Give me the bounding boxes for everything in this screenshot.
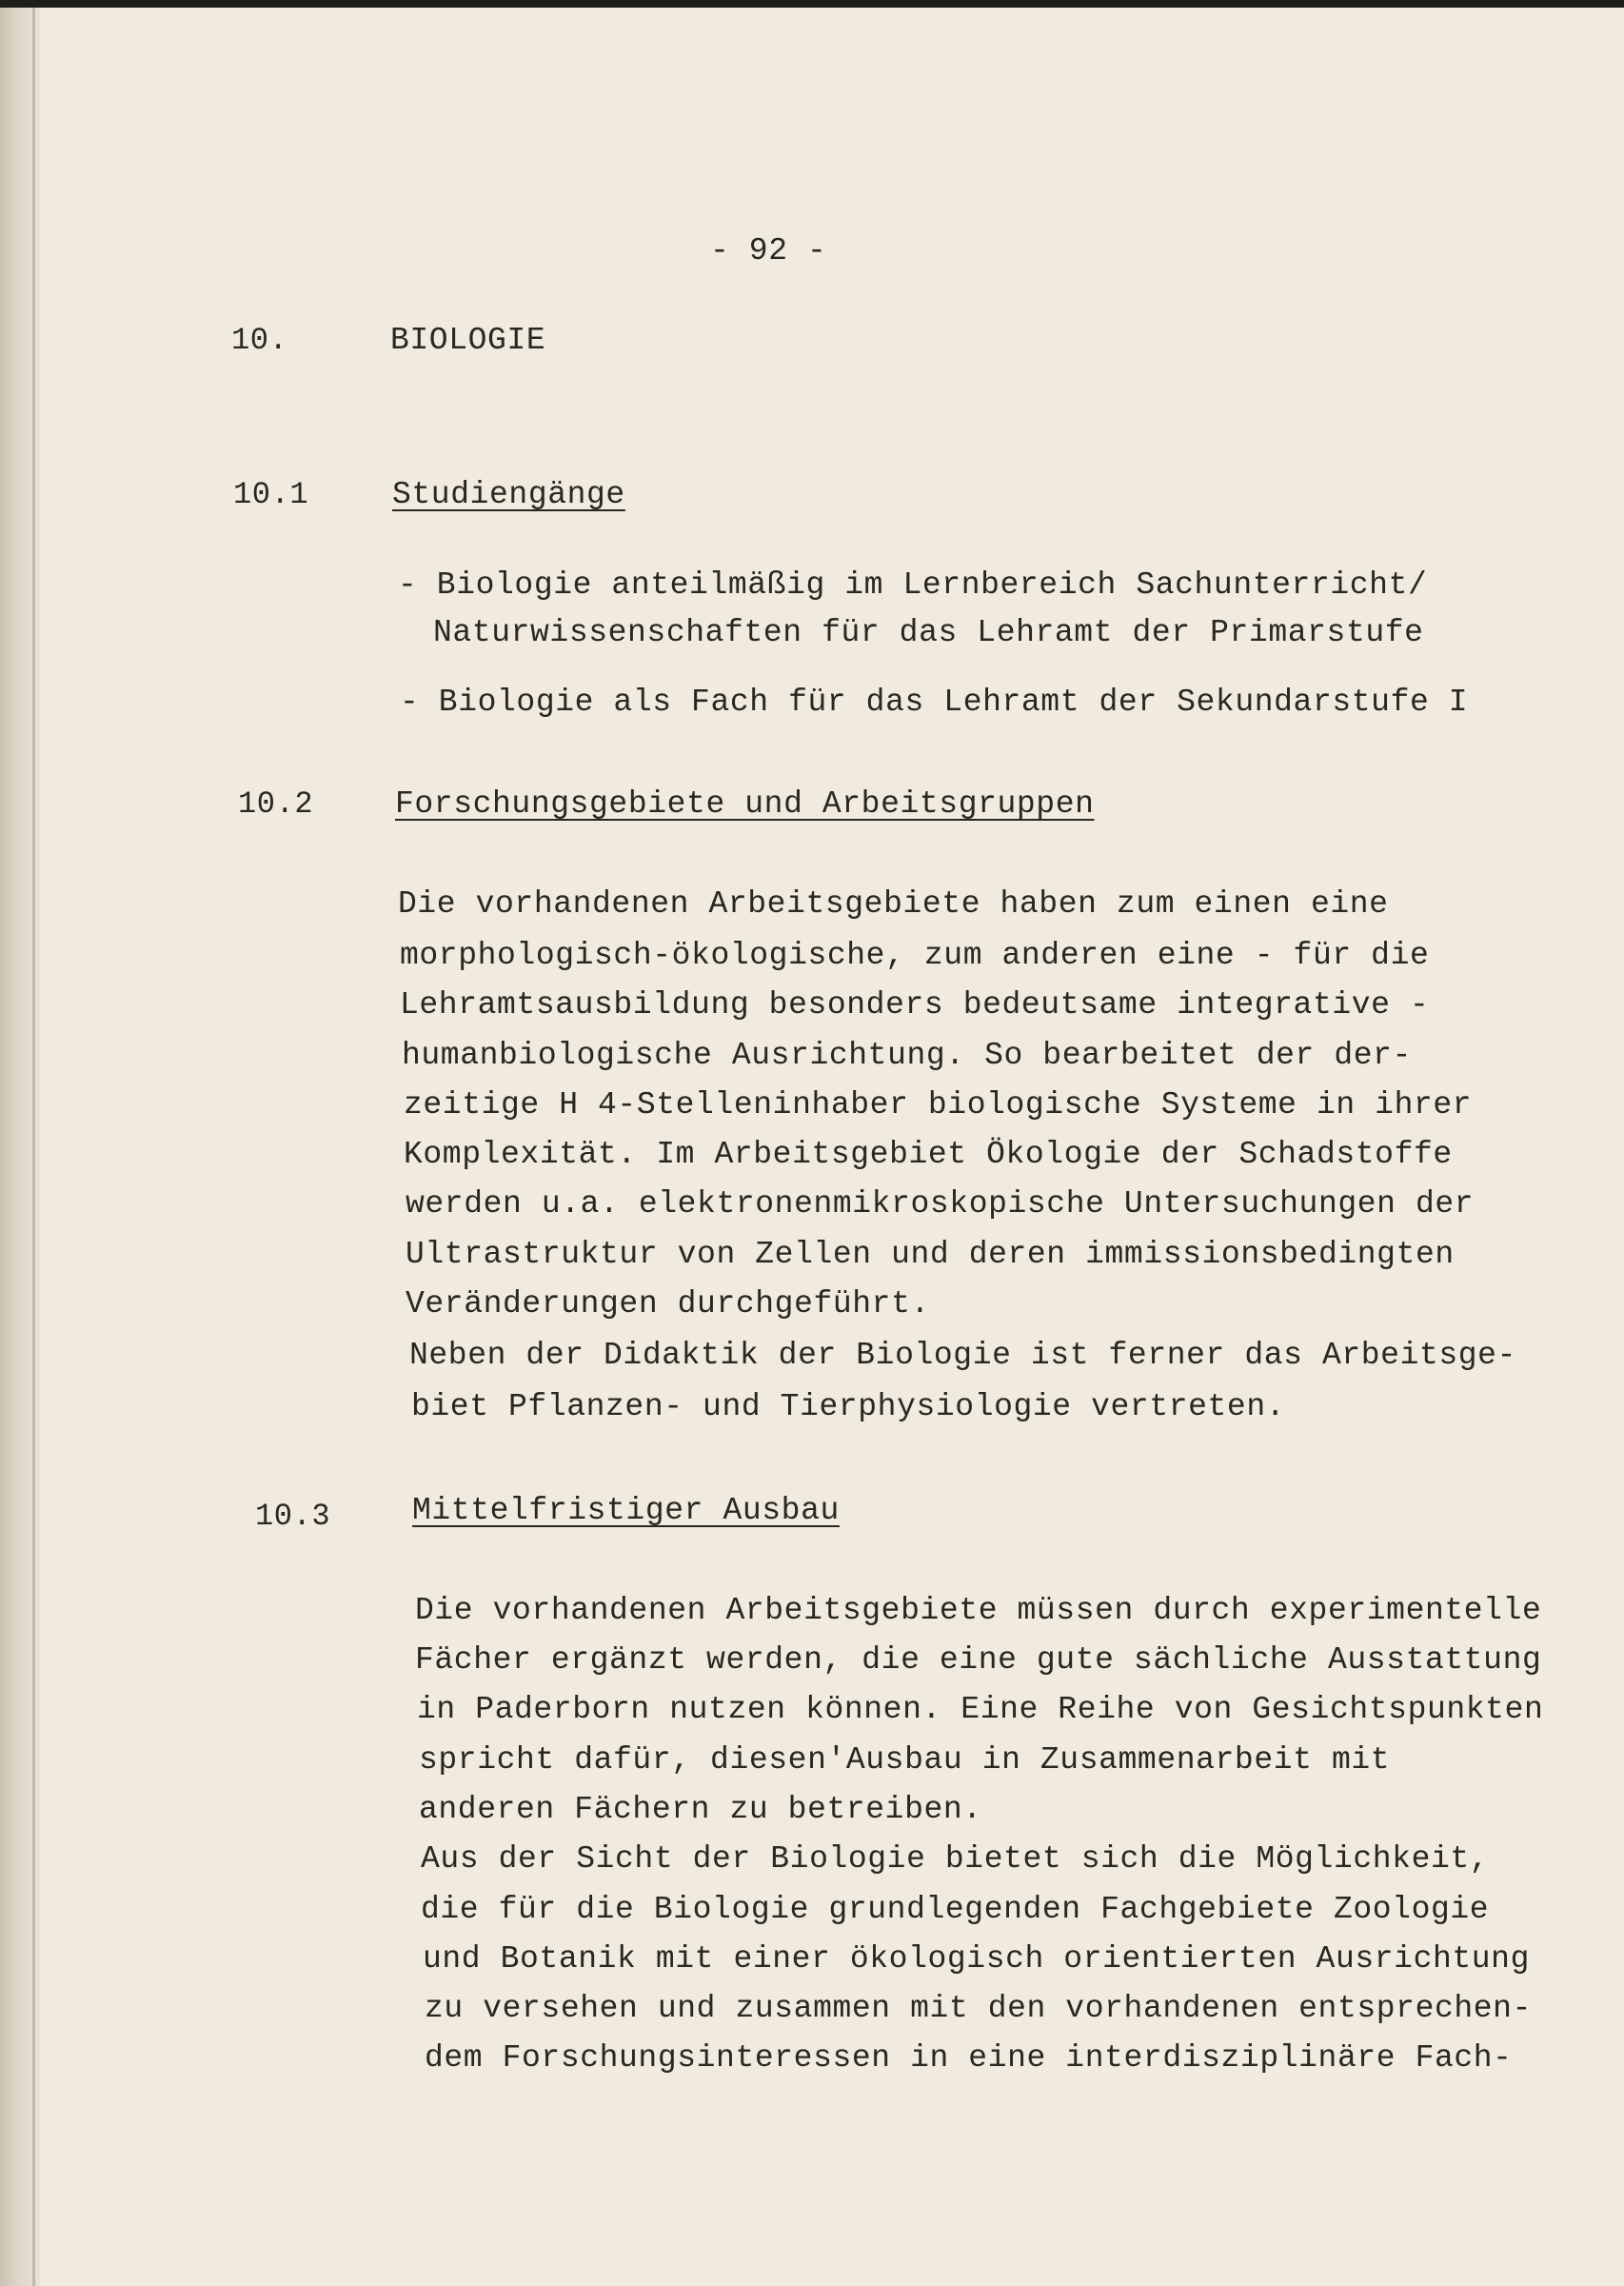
text-line: - Biologie als Fach für das Lehramt der Sekundarstufe I <box>400 685 1469 720</box>
text-line: - Biologie anteilmäßig im Lernbereich Sachunterricht/ <box>398 567 1428 603</box>
text-line: Fächer ergänzt werden, die eine gute sächliche Ausstattung <box>415 1642 1542 1678</box>
page-top-edge <box>0 0 1624 8</box>
text-line: Lehramtsausbildung besonders bedeutsame integrative - <box>400 987 1430 1023</box>
text-line: in Paderborn nutzen können. Eine Reihe von Gesichtspunkten <box>417 1692 1544 1727</box>
text-line: zu versehen und zusammen mit den vorhandenen entsprechen- <box>425 1991 1532 2026</box>
text-line: spricht dafür, diesen'Ausbau in Zusammenarbeit mit <box>419 1742 1391 1778</box>
chapter-number: 10. <box>231 323 288 358</box>
text-line: Aus der Sicht der Biologie bietet sich die Möglichkeit, <box>421 1841 1490 1877</box>
section-number: 10.1 <box>233 477 309 512</box>
text-line: biet Pflanzen- und Tierphysiologie vertreten. <box>411 1389 1286 1424</box>
chapter-title: BIOLOGIE <box>390 323 546 358</box>
text-line: anderen Fächern zu betreiben. <box>419 1792 982 1827</box>
text-line: Ultrastruktur von Zellen und deren immissionsbedingten <box>406 1237 1455 1272</box>
text-line: Die vorhandenen Arbeitsgebiete müssen durch experimentelle <box>415 1593 1542 1628</box>
text-line: Neben der Didaktik der Biologie ist ferner das Arbeitsge- <box>409 1338 1516 1373</box>
text-line: und Botanik mit einer ökologisch orientierten Ausrichtung <box>423 1941 1530 1977</box>
section-heading: Mittelfristiger Ausbau <box>412 1493 840 1528</box>
text-line: Die vorhandenen Arbeitsgebiete haben zum einen eine <box>398 886 1389 922</box>
text-line: werden u.a. elektronenmikroskopische Untersuchungen der <box>406 1186 1475 1222</box>
text-line: zeitige H 4-Stelleninhaber biologische Systeme in ihrer <box>404 1087 1473 1123</box>
page-edge-line <box>32 0 35 2286</box>
section-number: 10.2 <box>238 786 314 822</box>
text-line: Naturwissenschaften für das Lehramt der Primarstufe <box>433 615 1424 650</box>
section-number: 10.3 <box>255 1499 331 1534</box>
text-line: Veränderungen durchgeführt. <box>406 1286 930 1322</box>
text-line: die für die Biologie grundlegenden Fachgebiete Zoologie <box>421 1892 1490 1927</box>
text-line: humanbiologische Ausrichtung. So bearbeitet der der- <box>402 1038 1412 1073</box>
text-line: morphologisch-ökologische, zum anderen eine - für die <box>400 938 1430 973</box>
text-line: dem Forschungsinteressen in eine interdisziplinäre Fach- <box>425 2040 1513 2076</box>
section-heading: Forschungsgebiete und Arbeitsgruppen <box>395 786 1095 822</box>
page-number: - 92 - <box>710 233 827 268</box>
section-heading: Studiengänge <box>392 477 625 512</box>
text-line: Komplexität. Im Arbeitsgebiet Ökologie der Schadstoffe <box>404 1137 1453 1172</box>
